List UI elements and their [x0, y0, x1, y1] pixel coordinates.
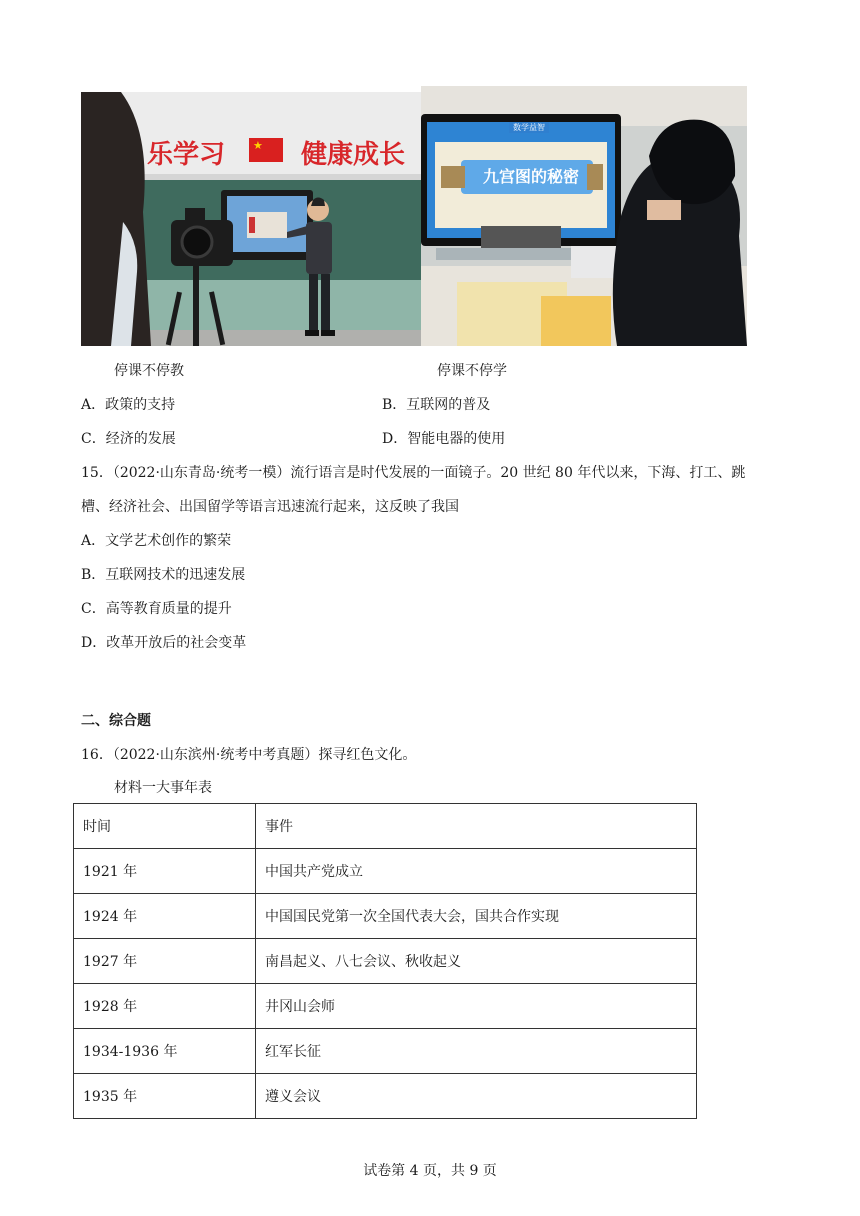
screen-tag-label: 数学益智 — [509, 122, 549, 133]
table-cell-year: 1927 年 — [74, 939, 256, 984]
table-cell-event: 红军长征 — [256, 1029, 697, 1074]
q14-option-c: C．经济的发展 — [81, 431, 176, 447]
q14-option-d: D．智能电器的使用 — [382, 431, 506, 447]
table-header-cell: 时间 — [74, 804, 256, 849]
q15-stem-line2: 槽、经济社会、出国留学等语言迅速流行起来，这反映了我国 — [81, 499, 459, 515]
student-home-illustration — [421, 86, 747, 346]
teacher-classroom-photo — [81, 92, 421, 346]
table-cell-year: 1924 年 — [74, 894, 256, 939]
q15-option-a: A．文学艺术创作的繁荣 — [81, 533, 232, 549]
china-flag-icon: ★ — [249, 138, 283, 162]
table-row — [74, 849, 697, 894]
screen-title-text: 九宫图的秘密 — [483, 167, 580, 186]
table-cell-event: 井冈山会师 — [256, 984, 697, 1029]
table-row — [74, 939, 697, 984]
table-header-cell: 事件 — [256, 804, 697, 849]
left-photo-caption: 停课不停教 — [114, 363, 184, 379]
table-row — [74, 1074, 697, 1119]
table-cell-year: 1935 年 — [74, 1074, 256, 1119]
table-cell-event: 遵义会议 — [256, 1074, 697, 1119]
banner-text-left: 乐学习 — [147, 140, 226, 170]
q15-option-b: B．互联网技术的迅速发展 — [81, 567, 246, 583]
q15-stem-line1: 15．（2022·山东青岛·统考一模）流行语言是时代发展的一面镜子。20 世纪 80 年代以来，下海、打工、跳 — [81, 465, 746, 481]
table-row — [74, 894, 697, 939]
table-row — [74, 1029, 697, 1074]
section-heading: 二、综合题 — [81, 713, 151, 729]
table-cell-year: 1934-1936 年 — [74, 1029, 256, 1074]
table-header-row — [74, 804, 697, 849]
table-row — [74, 984, 697, 1029]
q16-stem: 16．（2022·山东滨州·统考中考真题）探寻红色文化。 — [81, 747, 417, 763]
table-cell-event: 南昌起义、八七会议、秋收起义 — [256, 939, 697, 984]
q15-option-d: D．改革开放后的社会变革 — [81, 635, 247, 651]
table-cell-event: 中国国民党第一次全国代表大会，国共合作实现 — [256, 894, 697, 939]
teacher-classroom-illustration — [81, 92, 421, 346]
q14-option-b: B．互联网的普及 — [382, 397, 491, 413]
table-cell-event: 中国共产党成立 — [256, 849, 697, 894]
events-timeline-table — [73, 803, 697, 1119]
table-cell-year: 1928 年 — [74, 984, 256, 1029]
right-photo-caption: 停课不停学 — [437, 363, 507, 379]
q14-option-a: A．政策的支持 — [81, 397, 176, 413]
page-footer: 试卷第 4 页，共 9 页 — [363, 1163, 497, 1179]
student-home-photo — [421, 86, 747, 346]
q15-option-c: C．高等教育质量的提升 — [81, 601, 232, 617]
banner-text-right: 健康成长 — [301, 140, 406, 170]
material-title: 材料一大事年表 — [114, 780, 212, 796]
table-cell-year: 1921 年 — [74, 849, 256, 894]
